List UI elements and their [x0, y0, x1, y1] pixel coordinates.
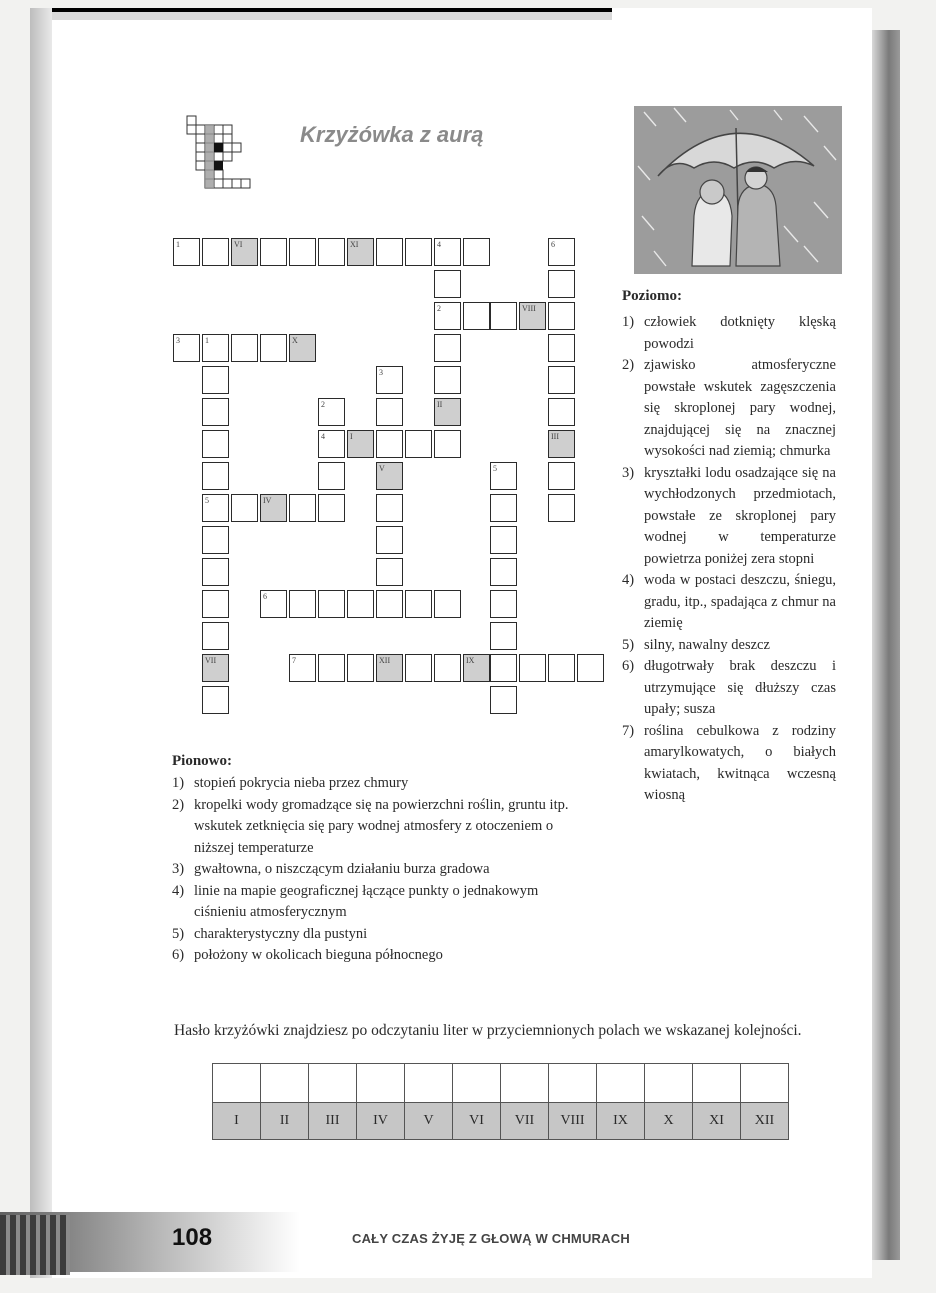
crossword-cell[interactable]: [490, 494, 517, 522]
crossword-cell[interactable]: [202, 238, 229, 266]
crossword-cell-shaded[interactable]: [548, 430, 575, 458]
crossword-cell[interactable]: [548, 238, 575, 266]
crossword-cell[interactable]: [434, 302, 461, 330]
solution-answer-row: [213, 1064, 789, 1103]
cell-label: XII: [379, 656, 391, 665]
cell-label: VII: [205, 656, 217, 665]
vertical-heading: Pionowo:: [172, 753, 232, 769]
crossword-cell[interactable]: [434, 238, 461, 266]
clue-text: kropelki wody gromadzące się na powierzchni roślin, gruntu itp. wskutek zetknięcia się pary wodnej atmosfery z otoczeniem o niższej temperaturze: [194, 796, 569, 856]
clue-item: [622, 463, 836, 571]
crossword-cell[interactable]: [289, 590, 316, 618]
crossword-cell[interactable]: [202, 526, 229, 554]
cell-label: IX: [466, 656, 475, 665]
clue-number: 2): [172, 796, 185, 813]
crossword-cell[interactable]: [260, 334, 287, 362]
crossword-cell[interactable]: [289, 238, 316, 266]
crossword-cell[interactable]: [405, 430, 432, 458]
crossword-cell[interactable]: [490, 526, 517, 554]
crossword-cell[interactable]: [318, 654, 345, 682]
vertical-clues: [172, 773, 594, 967]
clue-item: [622, 570, 836, 635]
crossword-cell[interactable]: [202, 558, 229, 586]
crossword-cell[interactable]: [318, 238, 345, 266]
solution-answer-cell[interactable]: [693, 1064, 741, 1103]
clue-text: stopień pokrycia nieba przez chmury: [194, 775, 409, 791]
solution-label: II: [261, 1103, 309, 1140]
clue-number: 3): [172, 861, 185, 877]
page-number: 108: [172, 1224, 213, 1251]
solution-answer-cell[interactable]: [213, 1064, 261, 1103]
crossword-cell-shaded[interactable]: [231, 238, 258, 266]
crossword-cell[interactable]: [548, 398, 575, 426]
crossword-cell[interactable]: [347, 654, 374, 682]
crossword-cell-shaded[interactable]: [434, 398, 461, 426]
clue-text: charakterystyczny dla pustyni: [194, 925, 368, 942]
clue-item: [172, 859, 594, 881]
crossword-cell[interactable]: [434, 366, 461, 394]
cell-number: 5: [205, 496, 209, 505]
cell-number: 5: [493, 464, 497, 473]
clue-item: [622, 312, 836, 355]
cell-number: 6: [551, 240, 555, 249]
crossword-cell[interactable]: [376, 494, 403, 522]
crossword-cell[interactable]: [577, 654, 604, 682]
crossword-cell[interactable]: [548, 366, 575, 394]
footer-stripes: [0, 1215, 70, 1275]
crossword-cell[interactable]: [376, 558, 403, 586]
crossword-cell[interactable]: [548, 302, 575, 330]
crossword-cell[interactable]: [202, 494, 229, 522]
crossword-cell[interactable]: [434, 334, 461, 362]
crossword-cell[interactable]: [318, 590, 345, 618]
solution-label: VII: [501, 1103, 549, 1140]
umbrella-couple-illustration: [634, 106, 842, 274]
cell-label: VI: [234, 240, 243, 249]
horizontal-clues: [622, 312, 836, 807]
clue-number: 6): [172, 947, 185, 963]
clue-text: człowiek dotknięty klęską powodzi: [644, 314, 836, 352]
crossword-cell[interactable]: [434, 430, 461, 458]
clue-text: gwałtowna, o niszczącym działaniu burza gradowa: [194, 861, 490, 877]
crossword-cell[interactable]: [347, 590, 374, 618]
clue-number: 1): [172, 775, 185, 791]
cell-number: 3: [379, 368, 383, 377]
clue-number: 5): [172, 925, 185, 942]
crossword-cell[interactable]: [318, 398, 345, 426]
solution-answer-cell[interactable]: [357, 1064, 405, 1103]
running-title: CAŁY CZAS ŻYJĘ Z GŁOWĄ W CHMURACH: [352, 1231, 630, 1246]
crossword-cell-shaded[interactable]: [376, 654, 403, 682]
solution-answer-cell[interactable]: [645, 1064, 693, 1103]
crossword-cell-shaded[interactable]: [289, 334, 316, 362]
clue-item: [622, 721, 836, 807]
crossword-cell[interactable]: [463, 302, 490, 330]
crossword-cell[interactable]: [376, 430, 403, 458]
clue-item: [172, 773, 594, 795]
clue-item: [172, 945, 594, 967]
crossword-cell[interactable]: [548, 654, 575, 682]
crossword-cell[interactable]: [202, 366, 229, 394]
clue-number: 1): [622, 314, 635, 330]
solution-label: X: [645, 1103, 693, 1140]
cell-label: III: [551, 432, 559, 441]
solution-label: VIII: [549, 1103, 597, 1140]
solution-answer-cell[interactable]: [597, 1064, 645, 1103]
solution-answer-cell[interactable]: [405, 1064, 453, 1103]
crossword-cell[interactable]: [376, 366, 403, 394]
cell-label: XI: [350, 240, 359, 249]
cell-number: 3: [176, 336, 180, 345]
horizontal-heading: Poziomo:: [622, 288, 682, 304]
crossword-cell[interactable]: [548, 462, 575, 490]
page-title: Krzyżówka z aurą: [300, 122, 484, 147]
solution-answer-cell[interactable]: [309, 1064, 357, 1103]
crossword-cell[interactable]: [434, 654, 461, 682]
crossword-cell[interactable]: [376, 526, 403, 554]
crossword-cell[interactable]: [318, 494, 345, 522]
cell-label: X: [292, 336, 298, 345]
crossword-cell[interactable]: [548, 270, 575, 298]
solution-label: I: [213, 1103, 261, 1140]
crossword-cell[interactable]: [490, 558, 517, 586]
clue-number: 6): [622, 658, 635, 674]
crossword-cell[interactable]: [260, 590, 287, 618]
crossword-cell-shaded[interactable]: [260, 494, 287, 522]
solution-label-row: [213, 1103, 789, 1140]
crossword-cell-shaded[interactable]: [463, 654, 490, 682]
clue-item: [622, 635, 836, 657]
crossword-cell-shaded[interactable]: [347, 238, 374, 266]
cell-label: II: [437, 400, 443, 409]
crossword-cell[interactable]: [490, 622, 517, 650]
crossword-cell[interactable]: [202, 622, 229, 650]
solution-label: XI: [693, 1103, 741, 1140]
top-rule: [52, 8, 612, 20]
crossword-cell-shaded[interactable]: [519, 302, 546, 330]
page-fold-shadow: [872, 30, 900, 1260]
crossword-cell[interactable]: [548, 334, 575, 362]
crossword-cell[interactable]: [202, 334, 229, 362]
cell-number: 7: [292, 656, 296, 665]
cell-label: VIII: [522, 304, 536, 313]
crossword-logo-icon: [183, 112, 263, 198]
clue-item: [172, 924, 594, 946]
clue-number: 3): [622, 464, 635, 481]
crossword-cell[interactable]: [490, 654, 517, 682]
crossword-cell[interactable]: [434, 270, 461, 298]
crossword-cell[interactable]: [202, 590, 229, 618]
clue-number: 5): [622, 636, 635, 653]
crossword-cell[interactable]: [202, 686, 229, 714]
crossword-cell[interactable]: [202, 398, 229, 426]
solution-answer-cell[interactable]: [741, 1064, 789, 1103]
clue-number: 4): [622, 572, 635, 588]
cell-number: 1: [176, 240, 180, 249]
clue-text: długotrwały brak deszczu i utrzymujące się dłuższy czas upały; susza: [644, 658, 836, 717]
clue-text: woda w postaci deszczu, śniegu, gradu, itp., spadająca z chmur na ziemię: [644, 572, 836, 631]
clue-number: 4): [172, 882, 185, 899]
solution-instruction: Hasło krzyżówki znajdziesz po odczytaniu liter w przyciemnionych polach we wskazanej kolejności.: [174, 1022, 802, 1039]
solution-label: III: [309, 1103, 357, 1140]
clue-item: [622, 355, 836, 463]
crossword-cell[interactable]: [405, 590, 432, 618]
crossword-cell[interactable]: [376, 590, 403, 618]
solution-answer-cell[interactable]: [549, 1064, 597, 1103]
crossword-cell[interactable]: [376, 398, 403, 426]
crossword-cell[interactable]: [289, 654, 316, 682]
crossword-cell[interactable]: [405, 238, 432, 266]
crossword-cell[interactable]: [231, 494, 258, 522]
clue-number: 7): [622, 722, 635, 739]
crossword-cell[interactable]: [434, 590, 461, 618]
crossword-cell[interactable]: [318, 462, 345, 490]
crossword-cell-shaded[interactable]: [376, 462, 403, 490]
clue-item: [622, 656, 836, 721]
solution-label: IX: [597, 1103, 645, 1140]
cell-number: 4: [321, 432, 325, 441]
cell-number: 2: [437, 304, 441, 313]
cell-number: 4: [437, 240, 441, 249]
cell-label: V: [379, 464, 385, 473]
clue-text: roślina cebulkowa z rodziny amarylkowatych, o białych kwiatach, kwitnąca wczesną wiosną: [644, 722, 836, 803]
solution-label: XII: [741, 1103, 789, 1140]
cell-number: 6: [263, 592, 267, 601]
crossword-cell[interactable]: [548, 494, 575, 522]
crossword-cell[interactable]: [318, 430, 345, 458]
solution-answer-cell[interactable]: [261, 1064, 309, 1103]
crossword-cell[interactable]: [202, 430, 229, 458]
cell-label: IV: [263, 496, 272, 505]
solution-label: IV: [357, 1103, 405, 1140]
solution-answer-cell[interactable]: [453, 1064, 501, 1103]
solution-table: [212, 1063, 789, 1140]
crossword-cell[interactable]: [231, 334, 258, 362]
clue-text: linie na mapie geograficznej łączące punkty o jednakowym ciśnieniu atmosferycznym: [194, 882, 539, 920]
crossword-cell[interactable]: [490, 686, 517, 714]
clue-text: położony w okolicach bieguna północnego: [194, 947, 443, 963]
clue-item: [172, 881, 594, 924]
cell-number: 1: [205, 336, 209, 345]
crossword-cell-shaded[interactable]: [347, 430, 374, 458]
clue-number: 2): [622, 357, 635, 373]
crossword-cell[interactable]: [490, 302, 517, 330]
crossword-cell[interactable]: [260, 238, 287, 266]
solution-label: VI: [453, 1103, 501, 1140]
crossword-cell[interactable]: [405, 654, 432, 682]
crossword-cell[interactable]: [519, 654, 546, 682]
crossword-cell[interactable]: [202, 462, 229, 490]
clue-item: [172, 795, 594, 860]
crossword-cell-shaded[interactable]: [202, 654, 229, 682]
cell-number: 2: [321, 400, 325, 409]
crossword-cell[interactable]: [173, 334, 200, 362]
clue-text: silny, nawalny deszcz: [644, 636, 770, 653]
crossword-cell[interactable]: [376, 238, 403, 266]
clue-text: kryształki lodu osadzające się na wychłodzonych przedmiotach, powstałe ze skroplonej pary wodnej w temperaturze powietrza poniżej zera stopni: [644, 464, 836, 567]
crossword-cell[interactable]: [490, 590, 517, 618]
clue-text: zjawisko atmosferyczne powstałe wskutek zagęszczenia się skroplonej pary wodnej, znajdującej się na znacznej wysokości nad ziemią; chmurka: [644, 357, 836, 459]
crossword-cell[interactable]: [173, 238, 200, 266]
solution-label: V: [405, 1103, 453, 1140]
crossword-cell[interactable]: [289, 494, 316, 522]
cell-label: I: [350, 432, 353, 441]
crossword-cell[interactable]: [463, 238, 490, 266]
crossword-cell[interactable]: [490, 462, 517, 490]
page-edge-shadow: [30, 8, 52, 1278]
solution-answer-cell[interactable]: [501, 1064, 549, 1103]
